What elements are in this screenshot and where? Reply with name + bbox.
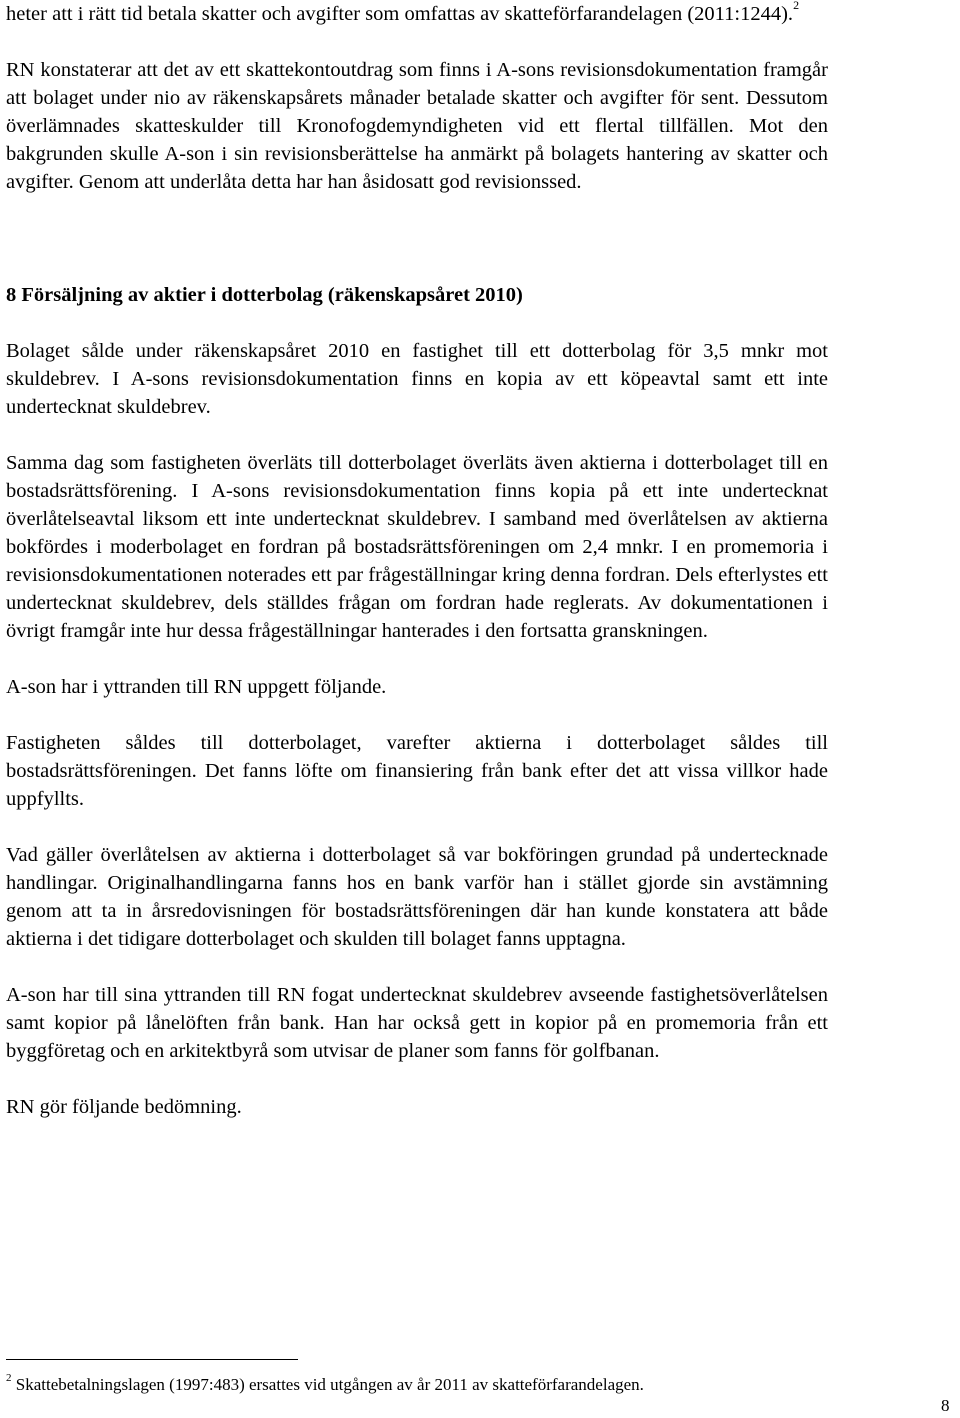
page-body [6, 0, 828, 1121]
footnote-reference[interactable]: 2 [793, 0, 800, 13]
paragraph-assessment: RN gör följande bedömning. [6, 1096, 242, 1118]
footnote-text: Skattebetalningslagen (1997:483) ersattes vid utgången av år 2011 av skatteförfarandelagen. [15, 1375, 644, 1394]
paragraph-sale: Bolaget sålde under räkenskapsåret 2010 en fastighet till ett dotterbolag för 3,5 mnkr mot skuldebrev. I A-sons revisionsdokumentation finns en kopia av ett köpeavtal samt ett inte undertecknat skuldebrev. [6, 340, 828, 418]
paragraph-statement-intro: A-son har i yttranden till RN uppgett följande. [6, 676, 387, 698]
page-number: 8 [941, 1396, 950, 1415]
paragraph-transfer: Samma dag som fastigheten överläts till dotterbolaget överläts även aktierna i dotterbolaget till en bostadsrättsförening. I A-sons revisionsdokumentation finns kopia på ett inte undertecknat överlåtelseavtal liksom ett inte undertecknat skuldebrev. I samband med överlåtelsen av aktierna bokfördes i moderbolaget en fordran på bostadsrättsföreningen om 2,4 mnkr. I en promemoria i revisionsdokumentationen noterades ett par frågeställningar kring denna fordran. Dels efterlystes ett undertecknat skuldebrev, dels ställdes frågan om fordran hade reglerats. Av dokumentationen i övrigt framgår inte hur dessa frågeställningar hanterades i den fortsatta granskningen. [6, 452, 828, 642]
footnote-separator [6, 1359, 298, 1360]
footnote-number: 2 [6, 1372, 12, 1385]
intro-paragraph-text: heter att i rätt tid betala skatter och avgifter som omfattas av skatteförfarandelagen (2011:1244). [6, 3, 794, 25]
paragraph-attachments: A-son har till sina yttranden till RN fogat undertecknat skuldebrev avseende fastighetsöverlåtelsen samt kopior på lånelöften från bank. Han har också gett in kopior på en promemoria från ett byggföretag och en arkitektbyrå som utvisar de planer som fanns för golfbanan. [6, 984, 828, 1062]
paragraph-property-sold: Fastigheten såldes till dotterbolaget, varefter aktierna i dotterbolaget såldes till bostadsrättsföreningen. Det fanns löfte om finansiering från bank efter det att vissa villkor hade uppfyllts. [6, 732, 828, 810]
paragraph-share-transfer: Vad gäller överlåtelsen av aktierna i dotterbolaget så var bokföringen grundad på undertecknade handlingar. Originalhandlingarna fanns hos en bank varför han i stället gjorde sin avstämning genom att ta in årsredovisningen för bostadsrättsföreningen där han kunde konstatera att både aktierna i det tidigare dotterbolaget och skulden till bolaget fanns upptagna. [6, 844, 828, 950]
section-heading: 8 Försäljning av aktier i dotterbolag (räkenskapsåret 2010) [6, 284, 523, 306]
intro-paragraph [6, 0, 828, 28]
rn-assessment-paragraph: RN konstaterar att det av ett skattekontoutdrag som finns i A-sons revisionsdokumentation framgår att bolaget under nio av räkenskapsårets månader betalade skatter och avgifter för sent. Dessutom överlämnades skatteskulder till Kronofogdemyndigheten vid ett flertal tillfällen. Mot den bakgrunden skulle A-son i sin revisionsberättelse ha anmärkt på bolagets hantering av skatter och avgifter. Genom att underlåta detta har han åsidosatt god revisionssed. [6, 59, 828, 193]
footnote [6, 1374, 644, 1396]
